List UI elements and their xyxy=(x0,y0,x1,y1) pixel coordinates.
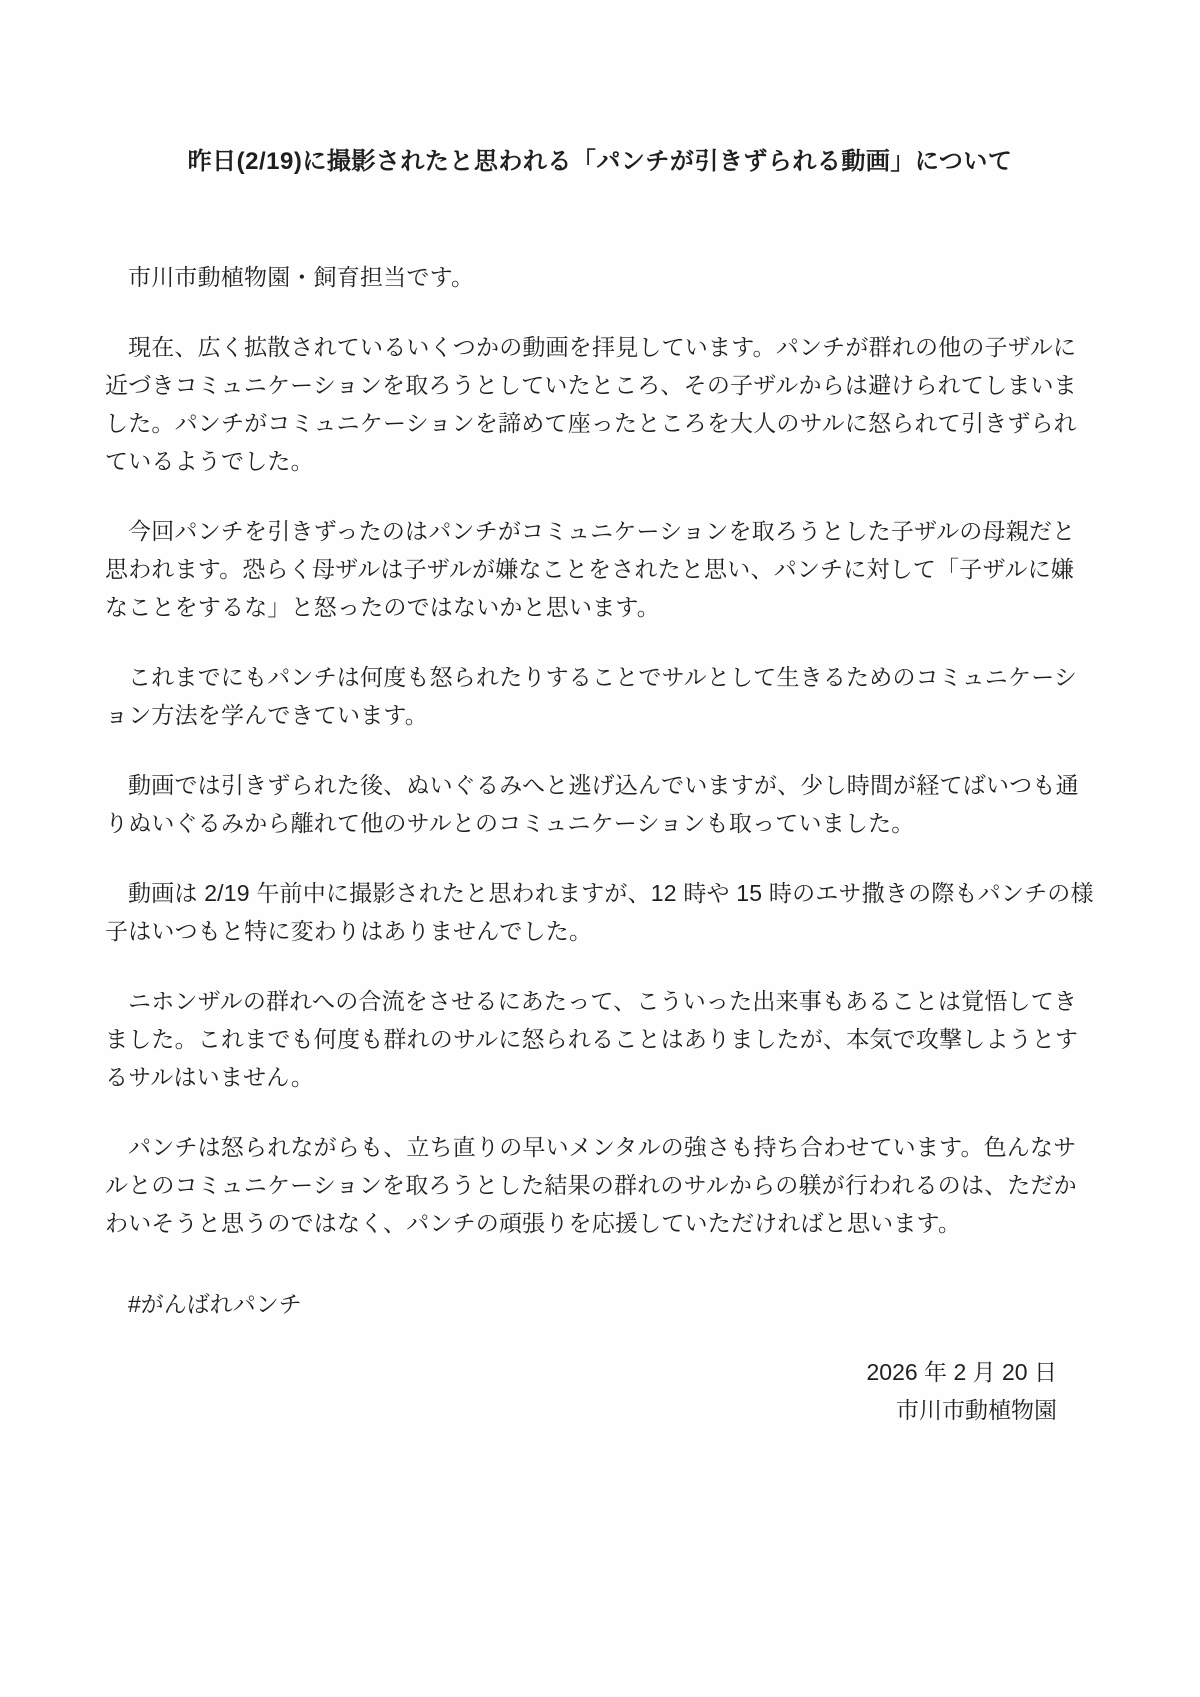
signature-block xyxy=(105,1353,1095,1429)
document-title: 昨日(2/19)に撮影されたと思われる「パンチが引きずられる動画」について xyxy=(187,148,1013,175)
paragraph-5: 動画は 2/19 午前中に撮影されたと思われますが、12 時や 15 時のエサ撒きの際もパンチの様子はいつもと特に変わりはありませんでした。 xyxy=(105,880,1094,944)
paragraph-4: 動画では引きずられた後、ぬいぐるみへと逃げ込んでいますが、少し時間が経てばいつも通りぬいぐるみから離れて他のサルとのコミュニケーションも取っていました。 xyxy=(105,772,1079,836)
paragraph-1: 現在、広く拡散されているいくつかの動画を拝見しています。パンチが群れの他の子ザルに近づきコミュニケーションを取ろうとしていたところ、その子ザルからは避けられてしまいました。パンチがコミュニケーションを諦めて座ったところを大人のサルに怒られて引きずられているようでした。 xyxy=(105,334,1077,474)
paragraph-2: 今回パンチを引きずったのはパンチがコミュニケーションを取ろうとした子ザルの母親だと思われます。恐らく母ザルは子ザルが嫌なことをされたと思い、パンチに対して「子ザルに嫌なことをするな」と怒ったのではないかと思います。 xyxy=(105,518,1076,620)
signature-organization: 市川市動植物園 xyxy=(896,1397,1057,1423)
paragraph-3: これまでにもパンチは何度も怒られたりすることでサルとして生きるためのコミュニケーション方法を学んできています。 xyxy=(105,664,1078,728)
signature-date: 2026 年 2 月 20 日 xyxy=(866,1359,1057,1385)
paragraph-6: ニホンザルの群れへの合流をさせるにあたって、こういった出来事もあることは覚悟してきました。これまでも何度も群れのサルに怒られることはありましたが、本気で攻撃しようとするサルはいません。 xyxy=(105,988,1079,1090)
greeting-line: 市川市動植物園・飼育担当です。 xyxy=(128,264,475,290)
hashtag-line: #がんばれパンチ xyxy=(128,1291,302,1317)
paragraph-7: パンチは怒られながらも、立ち直りの早いメンタルの強さも持ち合わせています。色んなサルとのコミュニケーションを取ろうとした結果の群れのサルからの躾が行われるのは、ただかわいそうと思うのではなく、パンチの頑張りを応援していただければと思います。 xyxy=(105,1134,1077,1236)
